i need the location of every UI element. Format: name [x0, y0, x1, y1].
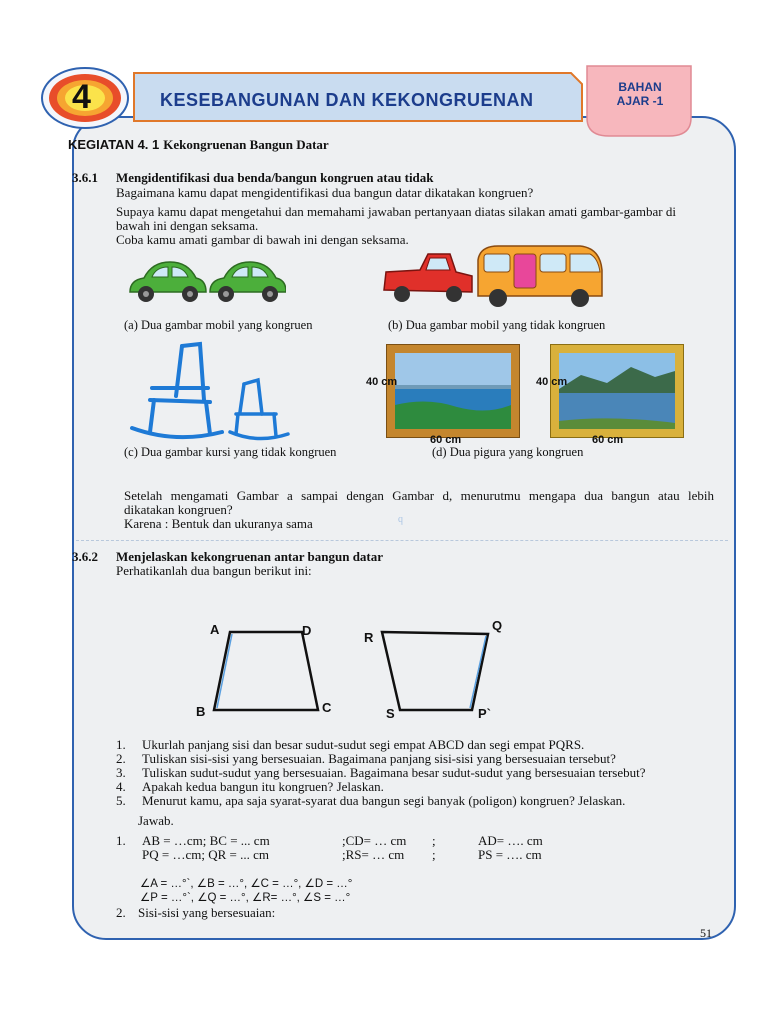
chapter-title: KESEBANGUNAN DAN KEKONGRUENAN — [160, 90, 534, 110]
non-congruent-cars-image — [380, 240, 606, 310]
caption-c: (c) Dua gambar kursi yang tidak kongruen — [124, 445, 337, 459]
vertex-c: C — [322, 700, 332, 715]
answer-item-2-number: 2. — [116, 905, 126, 920]
vertex-p: P` — [478, 706, 491, 721]
badge-line-1: BAHAN — [618, 80, 662, 94]
frame-1-height-label: 40 cm — [366, 376, 398, 388]
green-car-icon — [210, 262, 286, 302]
task-text-5: Menurut kamu, apa saja syarat-syarat dua bangun segi banyak (poligon) kongruen? Jelaskan. — [142, 793, 626, 808]
observation-line-2: dikatakan kongruen? — [124, 502, 233, 517]
caption-b: (b) Dua gambar mobil yang tidak kongruen — [388, 318, 606, 332]
page-number: 51 — [700, 926, 712, 940]
activity-heading — [68, 136, 329, 154]
task-number-5: 5. — [116, 793, 126, 808]
activity-title: Kekongruenan Bangun Datar — [163, 137, 329, 152]
answer-item-2-text: Sisi-sisi yang bersesuaian: — [138, 905, 276, 920]
vertex-b: B — [196, 704, 206, 719]
green-car-icon — [130, 262, 206, 302]
answer-row-1-sides-a: AB = …cm; BC = ... cm — [142, 833, 270, 848]
task-text-4: Apakah kedua bangun itu kongruen? Jelaskan. — [142, 779, 384, 794]
task-text-1: Ukurlah panjang sisi dan besar sudut-sudut segi empat ABCD dan segi empat PQRS. — [142, 737, 585, 752]
vertex-d: D — [302, 623, 312, 638]
section-divider — [76, 540, 728, 541]
answer-row-2-sep: ; — [432, 847, 436, 862]
caption-d: (d) Dua pigura yang kongruen — [432, 445, 584, 459]
answer-row-2-sides-c: PS = …. cm — [478, 847, 542, 862]
answer-row-2-sides-b: ;RS= … cm — [342, 847, 405, 862]
answer-angles-pqrs: ∠P = …°`, ∠Q = …°, ∠R= …°, ∠S = …° — [140, 892, 351, 904]
section-1-number: 3.6.1 — [72, 170, 98, 185]
vertex-a: A — [210, 622, 220, 637]
orange-bus-icon — [478, 246, 602, 307]
lake-landscape-image-1 — [387, 345, 519, 437]
picture-frame-1 — [386, 344, 520, 438]
section-1-heading: Mengidentifikasi dua benda/bangun kongruen atau tidak — [116, 170, 434, 185]
small-rocking-chair-icon — [230, 380, 288, 439]
lake-landscape-image-2 — [551, 345, 683, 437]
quadrilateral-pqrs — [378, 626, 494, 716]
answer-row-1-sep: ; — [432, 833, 436, 848]
picture-frame-2 — [550, 344, 684, 438]
section-1-paragraph-2: Coba kamu amati gambar di bawah ini dengan seksama. — [116, 232, 409, 247]
answer-row-1-sides-b: ;CD= … cm — [342, 833, 407, 848]
task-number-3: 3. — [116, 765, 126, 780]
section-2-intro: Perhatikanlah dua bangun berikut ini: — [116, 563, 312, 578]
caption-a: (a) Dua gambar mobil yang kongruen — [124, 318, 313, 332]
congruent-cars-image — [126, 252, 286, 312]
chapter-number: 4 — [72, 78, 91, 116]
large-rocking-chair-icon — [132, 344, 222, 437]
vertex-r: R — [364, 630, 374, 645]
frame-1-width-label: 60 cm — [430, 434, 462, 446]
badge-line-2: AJAR -1 — [616, 94, 664, 108]
activity-label: KEGIATAN 4. 1 — [68, 137, 160, 152]
observation-answer: Karena : Bentuk dan ukuranya sama — [124, 516, 313, 531]
answer-item-1-number: 1. — [116, 833, 126, 848]
frame-2-height-label: 40 cm — [536, 376, 568, 388]
material-badge-text — [600, 80, 680, 108]
section-2-heading: Menjelaskan kekongruenan antar bangun datar — [116, 549, 384, 564]
frame-2-width-label: 60 cm — [592, 434, 624, 446]
section-1-paragraph-1b: bawah ini dengan seksama. — [116, 218, 259, 233]
section-2-number: 3.6.2 — [72, 549, 98, 564]
quadrilateral-abcd — [208, 626, 324, 716]
red-truck-icon — [384, 254, 472, 302]
task-text-3: Tuliskan sudut-sudut yang bersesuaian. Bagaimana besar sudut-sudut yang bersesuaian tersebut? — [142, 765, 646, 780]
non-congruent-chairs-image — [126, 340, 314, 444]
task-number-4: 4. — [116, 779, 126, 794]
section-1-question: Bagaimana kamu dapat mengidentifikasi dua bangun datar dikatakan kongruen? — [116, 185, 534, 200]
section-1-paragraph-1: Supaya kamu dapat mengetahui dan memahami jawaban pertanyaan diatas silakan amati gambar-gambar di — [116, 204, 676, 219]
observation-line-1: Setelah mengamati Gambar a sampai dengan Gambar d, menurutmu mengapa dua bangun atau lebih — [124, 488, 714, 503]
task-text-2: Tuliskan sisi-sisi yang bersesuaian. Bagaimana panjang sisi-sisi yang bersesuaian tersebut? — [142, 751, 616, 766]
vertex-q: Q — [492, 618, 503, 633]
task-number-1: 1. — [116, 737, 126, 752]
answer-label: Jawab. — [138, 813, 174, 828]
stray-mark: q — [398, 514, 403, 525]
vertex-s: S — [386, 706, 395, 721]
answer-row-2-sides-a: PQ = …cm; QR = ... cm — [142, 847, 269, 862]
task-number-2: 2. — [116, 751, 126, 766]
answer-angles-abcd: ∠A = …°`, ∠B = …°, ∠C = …°, ∠D = …° — [140, 878, 353, 890]
answer-row-1-sides-c: AD= …. cm — [478, 833, 543, 848]
